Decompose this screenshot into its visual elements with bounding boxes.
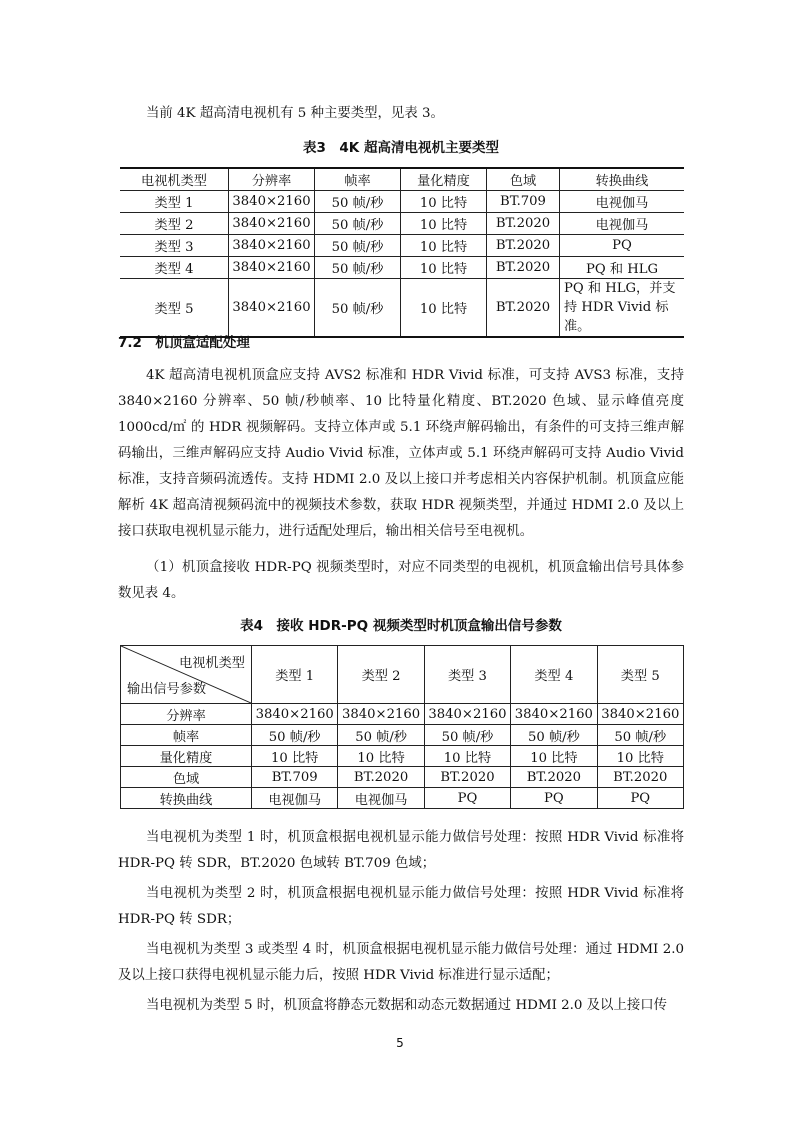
table-row [120, 235, 684, 257]
table-cell: BT.2020 [511, 767, 597, 788]
table-cell: BT.2020 [487, 257, 560, 279]
table-cell: 类型 3 [120, 235, 229, 257]
table-cell: PQ [511, 788, 597, 809]
table-cell: 50 帧/秒 [252, 725, 338, 746]
table4-caption: 表4 接收 HDR-PQ 视频类型时机顶盒输出信号参数 [240, 618, 562, 634]
table-row [121, 704, 684, 725]
table-cell: 50 帧/秒 [597, 725, 683, 746]
row-label: 分辨率 [121, 704, 252, 725]
table-cell: BT.2020 [338, 767, 424, 788]
column-header: 类型 4 [511, 646, 597, 704]
table-cell: 10 比特 [511, 746, 597, 767]
table-cell: 3840×2160 [424, 704, 510, 725]
table-cell: 50 帧/秒 [338, 725, 424, 746]
table-cell: 50 帧/秒 [315, 213, 401, 235]
table-cell: 10 比特 [401, 191, 487, 213]
table3-header-row [120, 168, 684, 191]
table-cell: 3840×2160 [252, 704, 338, 725]
table-cell: 10 比特 [424, 746, 510, 767]
table-cell: 50 帧/秒 [511, 725, 597, 746]
table-cell: PQ [424, 788, 510, 809]
body-paragraph: 当电视机为类型 1 时，机顶盒根据电视机显示能力做信号处理：按照 HDR Vivid 标准将 HDR-PQ 转 SDR，BT.2020 色域转 BT.709 色域； [118, 830, 684, 871]
table4-header-row [121, 646, 684, 704]
table-cell: PQ [597, 788, 683, 809]
table-cell: 50 帧/秒 [315, 235, 401, 257]
table3-header-cell: 色域 [487, 168, 560, 191]
table-cell: PQ 和 HLG [560, 257, 685, 279]
row-label: 量化精度 [121, 746, 252, 767]
table-cell: 3840×2160 [229, 279, 315, 338]
table-cell: 电视伽马 [252, 788, 338, 809]
diagonal-header-cell [121, 646, 252, 704]
table-row [120, 191, 684, 213]
table-row [121, 767, 684, 788]
table-row [121, 725, 684, 746]
table-cell: 3840×2160 [338, 704, 424, 725]
section-heading: 7.2 机顶盒适配处理 [118, 335, 250, 351]
table-cell: 3840×2160 [229, 257, 315, 279]
table-row [121, 788, 684, 809]
table-cell: BT.2020 [487, 279, 560, 338]
table-cell: BT.2020 [424, 767, 510, 788]
table-cell: 50 帧/秒 [315, 257, 401, 279]
body-paragraph: 当电视机为类型 3 或类型 4 时，机顶盒根据电视机显示能力做信号处理：通过 HDMI 2.0 及以上接口获得电视机显示能力后，按照 HDR Vivid 标准进行显示适配； [118, 942, 684, 983]
table-cell: BT.2020 [597, 767, 683, 788]
table-cell: 电视伽马 [338, 788, 424, 809]
table-cell: BT.709 [487, 191, 560, 213]
row-label: 帧率 [121, 725, 252, 746]
table-cell: 10 比特 [252, 746, 338, 767]
table-cell: 10 比特 [401, 279, 487, 338]
table-row [120, 213, 684, 235]
body-paragraph: （1）机顶盒接收 HDR-PQ 视频类型时，对应不同类型的电视机，机顶盒输出信号具体参数见表 4。 [118, 560, 684, 601]
table-cell: 10 比特 [401, 213, 487, 235]
page-number: 5 [396, 1036, 404, 1050]
table-cell: 50 帧/秒 [315, 279, 401, 338]
table-cell: PQ [560, 235, 685, 257]
table-cell: 10 比特 [401, 235, 487, 257]
table-cell: BT.2020 [487, 235, 560, 257]
column-header: 类型 2 [338, 646, 424, 704]
table-cell: BT.2020 [487, 213, 560, 235]
table-cell: 50 帧/秒 [315, 191, 401, 213]
table-cell: 类型 1 [120, 191, 229, 213]
table-cell: 电视伽马 [560, 213, 685, 235]
table-cell: 3840×2160 [511, 704, 597, 725]
table-cell: 10 比特 [401, 257, 487, 279]
table-row [120, 257, 684, 279]
column-header: 类型 5 [597, 646, 683, 704]
row-label: 色域 [121, 767, 252, 788]
table-cell: 3840×2160 [597, 704, 683, 725]
table-row [120, 279, 684, 338]
column-header: 类型 3 [424, 646, 510, 704]
table-cell: 50 帧/秒 [424, 725, 510, 746]
table3-header-cell: 帧率 [315, 168, 401, 191]
table-cell: 电视伽马 [560, 191, 685, 213]
table-cell: 类型 5 [120, 279, 229, 338]
table4-output-params [120, 645, 684, 809]
table-cell: 3840×2160 [229, 213, 315, 235]
table-cell: 10 比特 [338, 746, 424, 767]
corner-top-label: 电视机类型 [179, 656, 245, 671]
table-cell: 类型 4 [120, 257, 229, 279]
table-cell: 类型 2 [120, 213, 229, 235]
body-paragraph: 当电视机为类型 2 时，机顶盒根据电视机显示能力做信号处理：按照 HDR Vivid 标准将 HDR-PQ 转 SDR； [118, 886, 684, 927]
table3-tv-types [120, 167, 684, 338]
intro-paragraph: 当前 4K 超高清电视机有 5 种主要类型，见表 3。 [146, 106, 444, 121]
table-cell: 3840×2160 [229, 191, 315, 213]
column-header: 类型 1 [252, 646, 338, 704]
corner-bottom-label: 输出信号参数 [127, 682, 207, 697]
table3-header-cell: 分辨率 [229, 168, 315, 191]
table-row [121, 746, 684, 767]
table3-header-cell: 量化精度 [401, 168, 487, 191]
table-cell: 3840×2160 [229, 235, 315, 257]
table3-header-cell: 电视机类型 [120, 168, 229, 191]
table-cell: BT.709 [252, 767, 338, 788]
table3-caption: 表3 4K 超高清电视机主要类型 [303, 140, 499, 156]
row-label: 转换曲线 [121, 788, 252, 809]
table-cell: PQ 和 HLG，并支持 HDR Vivid 标准。 [560, 279, 685, 338]
body-paragraph: 当电视机为类型 5 时，机顶盒将静态元数据和动态元数据通过 HDMI 2.0 及以上接口传 [146, 998, 668, 1013]
body-paragraph: 4K 超高清电视机顶盒应支持 AVS2 标准和 HDR Vivid 标准，可支持 AVS3 标准，支持 3840×2160 分辨率、50 帧/秒帧率、10 比特量化精度、BT.2020 色域、显示峰值亮度 1000cd/㎡ 的 HDR 视频解码。支持立体声或 5.1 环绕声解码输出，有条件的可支持三维声解码输出，三维声解码应支持 Audio Vivid 标准，立体声或 5.1 环绕声解码可支持 Audio Vivid 标准，支持音频码流透传。支持 HDMI 2.0 及以上接口并考虑相关内容保护机制。机顶盒应能解析 4K 超高清视频码流中的视频技术参数，获取 HDR 视频类型，并通过 HDMI 2.0 及以上接口获取电视机显示能力，进行适配处理后，输出相关信号至电视机。 [118, 368, 684, 539]
table-cell: 10 比特 [597, 746, 683, 767]
table3-header-cell: 转换曲线 [560, 168, 685, 191]
